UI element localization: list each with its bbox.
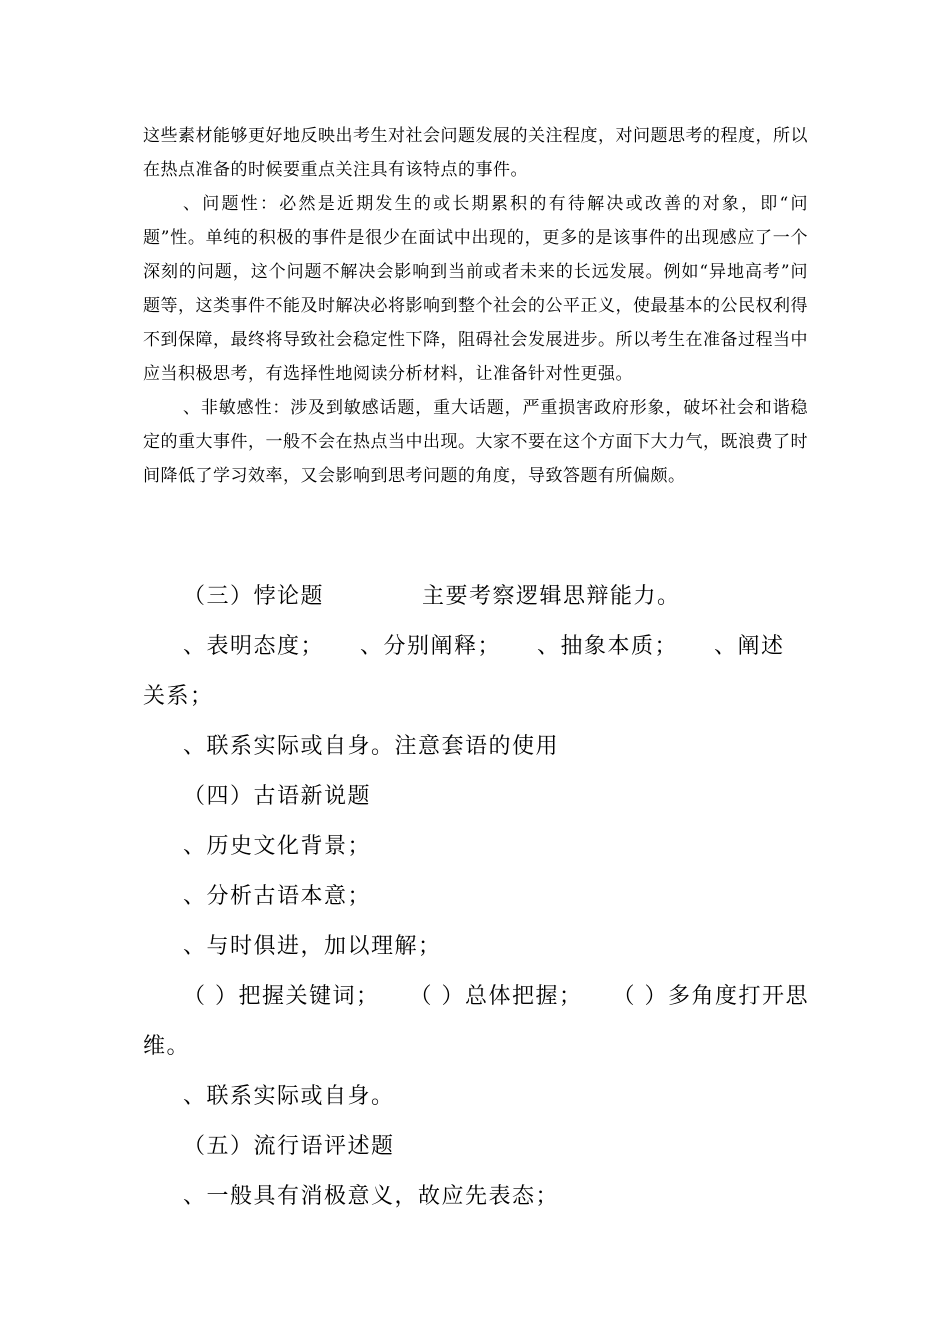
section-3-step-3: 、抽象本质；: [537, 634, 679, 659]
paragraph-problem-nature: 、问题性：必然是近期发生的或长期累积的有待解决或改善的对象，即“问题”性。单纯的积极的事件是很少在面试中出现的，更多的是该事件的出现感应了一个深刻的问题，这个问题不解决会影响到当前或者未来的长远发展。例如“异地高考”问题等，这类事件不能及时解决必将影响到整个社会的公平正义，使最基本的公民权利得不到保障，最终将导致社会稳定性下降，阻碍社会发展进步。所以考生在准备过程当中应当积极思考，有选择性地阅读分析材料，让准备针对性更强。: [143, 194, 808, 384]
section-4-title: （四）古语新说题: [183, 784, 372, 809]
section-4-step-2: 、分析古语本意；: [183, 884, 372, 909]
section-3-steps-continued: 关系；: [143, 684, 214, 709]
section-4-substep-1: （ ）把握关键词；: [183, 984, 380, 1009]
paragraph-material-focus: 这些素材能够更好地反映出考生对社会问题发展的关注程度，对问题思考的程度，所以在热点准备的时候要重点关注具有该特点的事件。: [143, 126, 808, 180]
section-4-step-3: 、与时俱进，加以理解；: [183, 934, 442, 959]
section-5-title: （五）流行语评述题: [183, 1134, 395, 1159]
section-3-step-5: 、联系实际或自身。注意套语的使用: [183, 734, 560, 759]
section-5-step-1: 、一般具有消极意义，故应先表态；: [183, 1184, 560, 1209]
body-text-block: [143, 119, 808, 493]
question-types-block: [143, 572, 808, 1222]
section-4-step-4: 、联系实际或自身。: [183, 1084, 395, 1109]
section-3-steps-line: [143, 622, 808, 672]
section-4-step-1: 、历史文化背景；: [183, 834, 372, 859]
section-3-step-4: 、阐述: [714, 634, 785, 659]
section-3-step-2: 、分别阐释；: [360, 634, 502, 659]
section-3-description: 主要考察逻辑思辩能力。: [422, 584, 681, 609]
section-4-substep-3: （ ）多角度打开思: [612, 984, 809, 1009]
section-4-substep-2: （ ）总体把握；: [409, 984, 583, 1009]
section-4-substeps-line: [143, 972, 808, 1022]
section-4-substeps-continued: 维。: [143, 1034, 191, 1059]
section-3-step-1: 、表明态度；: [183, 634, 325, 659]
paragraph-non-sensitive: 、非敏感性：涉及到敏感话题，重大话题，严重损害政府形象，破坏社会和谐稳定的重大事件，一般不会在热点当中出现。大家不要在这个方面下大力气，既浪费了时间降低了学习效率，又会影响到思考问题的角度，导致答题有所偏颇。: [143, 398, 808, 486]
section-3-title: （三）悖论题: [183, 584, 325, 609]
section-3-heading: [143, 572, 808, 622]
